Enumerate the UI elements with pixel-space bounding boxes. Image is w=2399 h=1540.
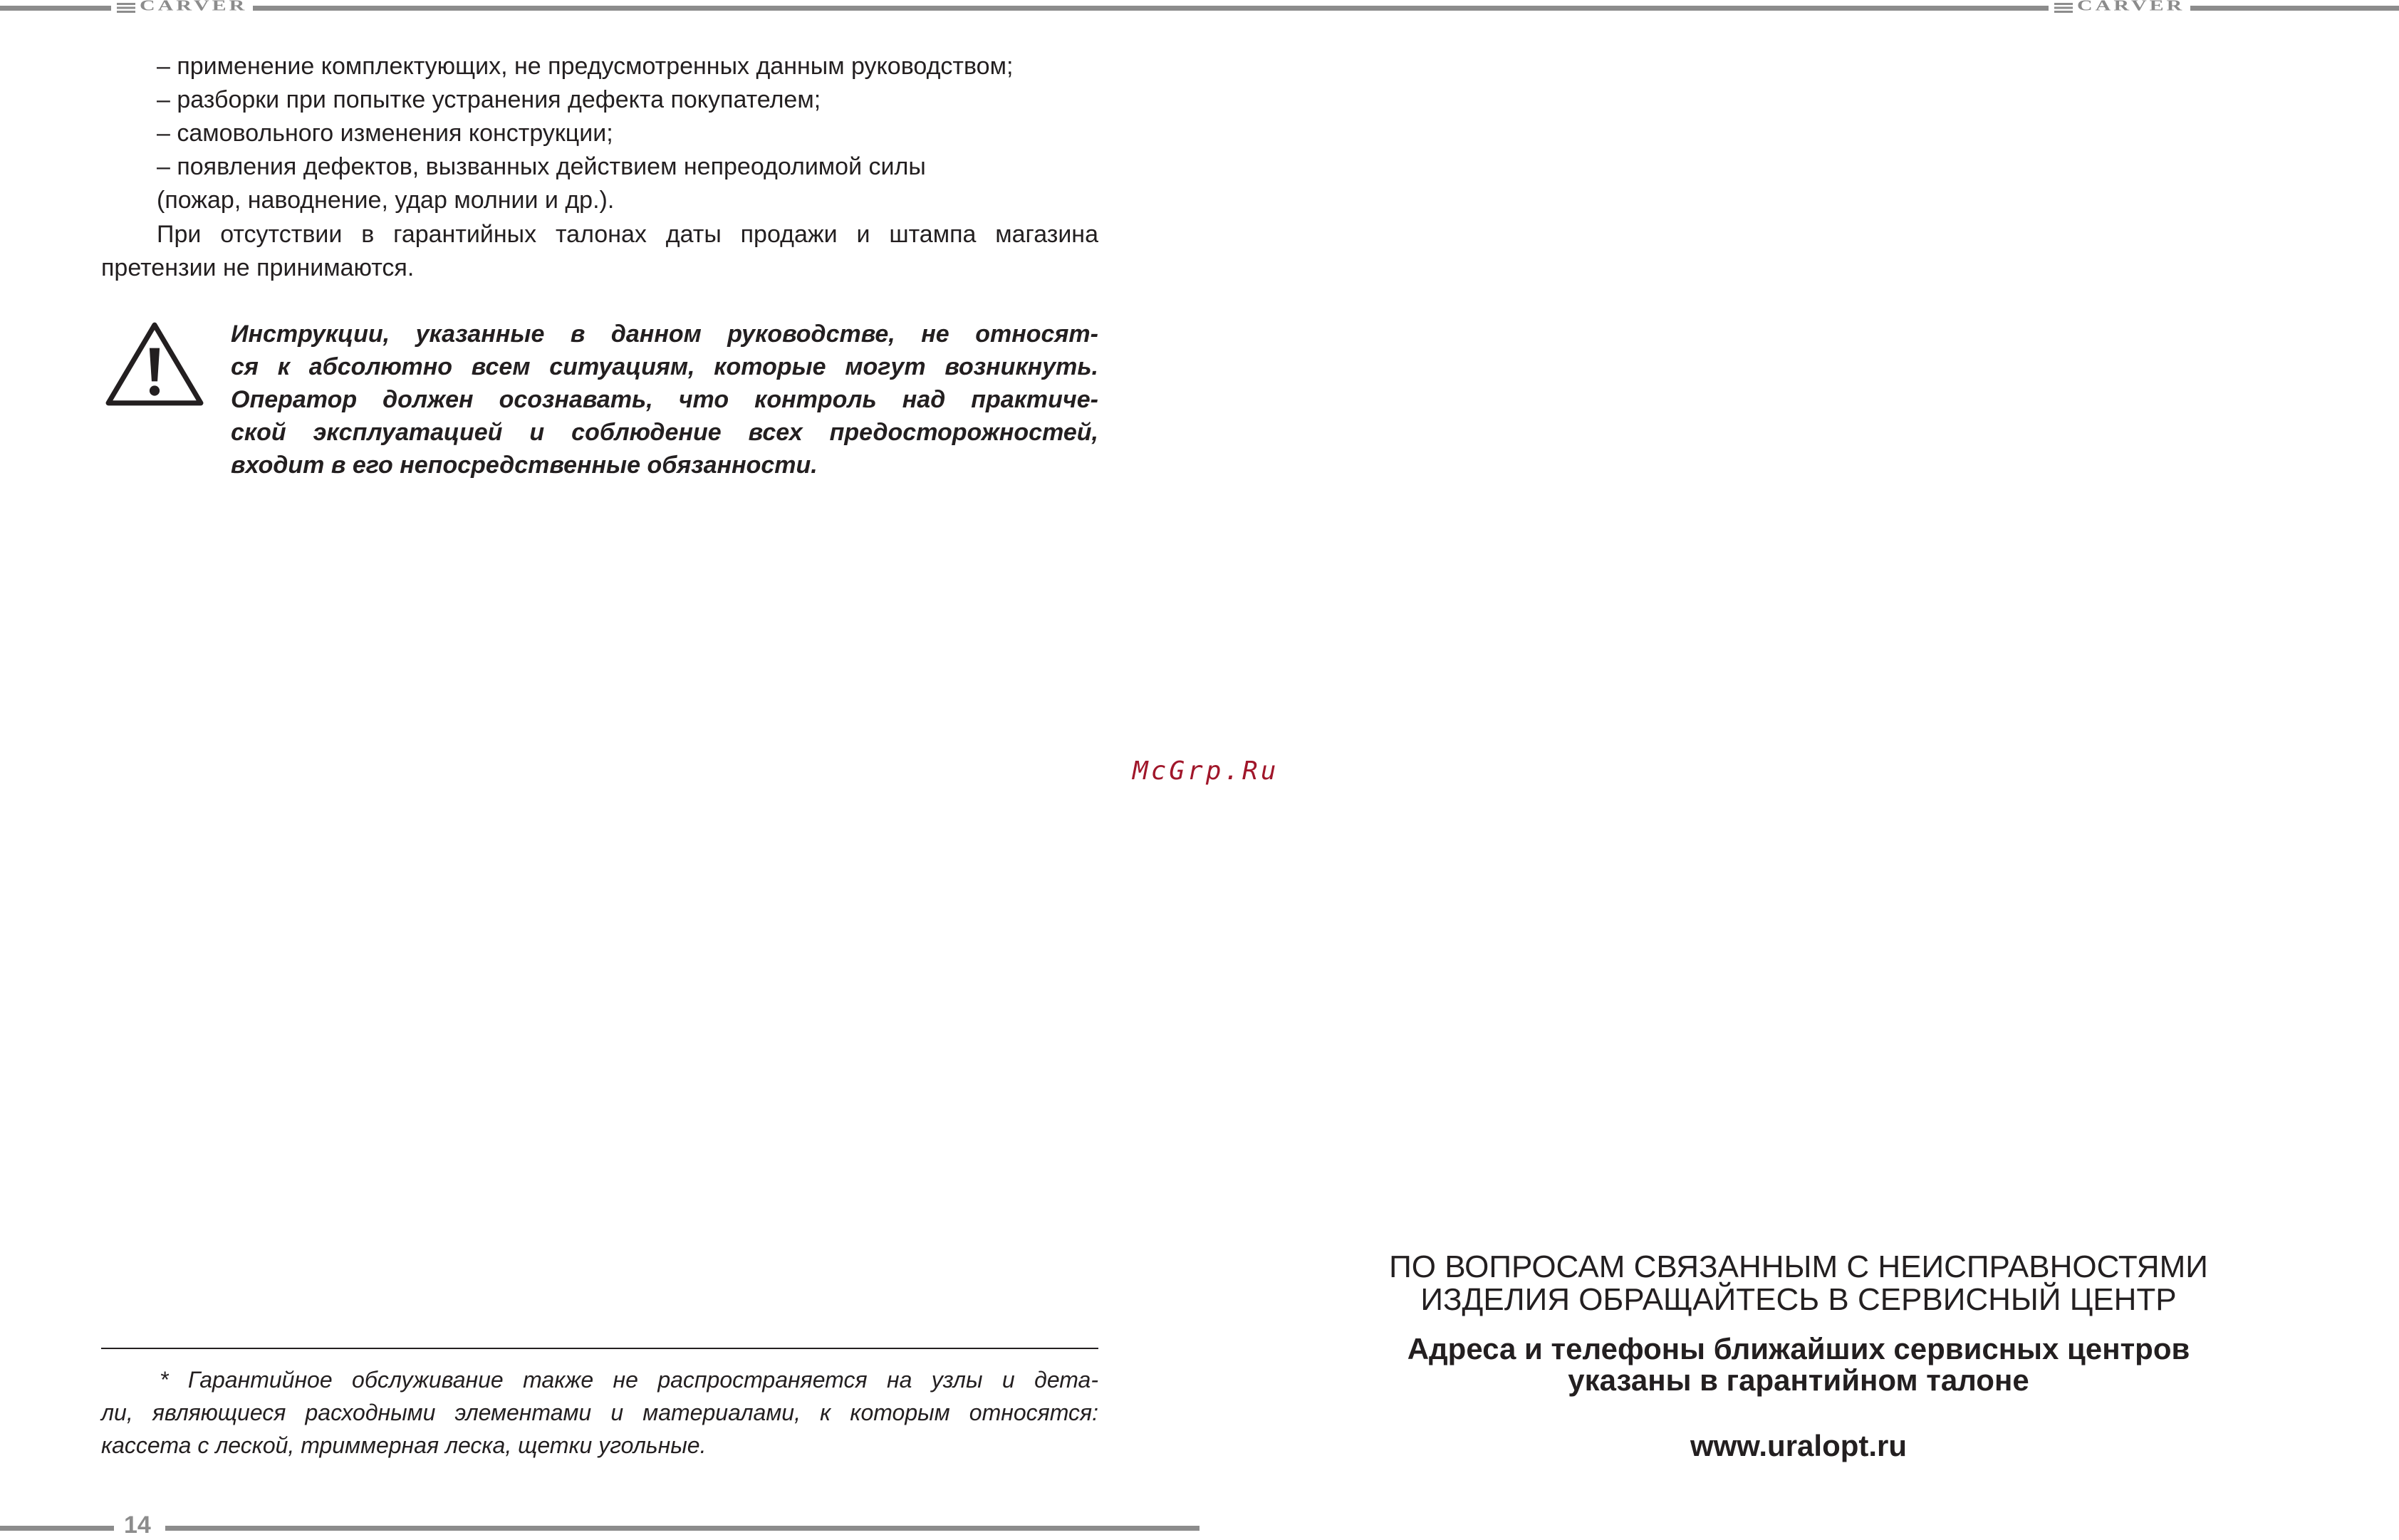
- service-note-line: Адреса и телефоны ближайших сервисных центров: [1407, 1332, 2190, 1365]
- footnote-divider: [101, 1348, 1098, 1349]
- list-item: – самовольного изменения конструкции;: [157, 120, 613, 147]
- header-rule-right: [1202, 6, 2399, 11]
- warning-icon: [104, 319, 205, 409]
- footnote-line: ли, являющиеся расходными элементами и материалами, к которым относятся:: [101, 1400, 1098, 1425]
- brand-logo-right: [2049, 0, 2190, 16]
- warning-text-line: ской эксплуатацией и соблюдение всех предосторожностей,: [231, 419, 1098, 446]
- footer-rule-right: [165, 1526, 1200, 1531]
- footer-rule-left: [0, 1526, 114, 1531]
- brand-logo-left: [111, 0, 253, 16]
- list-item: (пожар, наводнение, удар молнии и др.).: [157, 187, 615, 214]
- paragraph-line: претензии не принимаются.: [101, 254, 415, 281]
- brand-mark-icon: [2054, 1, 2073, 14]
- service-heading-line: ПО ВОПРОСАМ СВЯЗАННЫМ С НЕИСПРАВНОСТЯМИ: [1389, 1249, 2208, 1284]
- list-item: – появления дефектов, вызванных действием непреодолимой силы: [157, 153, 926, 180]
- brand-name: CARVER: [140, 0, 248, 14]
- brand-name: CARVER: [2077, 0, 2185, 14]
- warning-text-line: входит в его непосредственные обязанности.: [231, 452, 818, 479]
- brand-mark-icon: [117, 1, 135, 14]
- watermark: McGrp.Ru: [1133, 756, 1279, 786]
- footnote-line: * Гарантийное обслуживание также не распространяется на узлы и дета-: [160, 1367, 1098, 1393]
- service-note-line: указаны в гарантийном талоне: [1568, 1363, 2029, 1397]
- page-number: 14: [124, 1512, 151, 1539]
- footnote-line: кассета с леской, триммерная леска, щетки угольные.: [101, 1432, 707, 1458]
- website-link[interactable]: www.uralopt.ru: [1690, 1429, 1908, 1462]
- list-item: – применение комплектующих, не предусмотренных данным руководством;: [157, 53, 1014, 80]
- warning-text-line: Инструкции, указанные в данном руководстве, не относят-: [231, 321, 1098, 348]
- warning-text-line: ся к абсолютно всем ситуациям, которые могут возникнуть.: [231, 353, 1098, 380]
- warning-text-line: Оператор должен осознавать, что контроль над практиче-: [231, 386, 1098, 413]
- service-heading-line: ИЗДЕЛИЯ ОБРАЩАЙТЕСЬ В СЕРВИСНЫЙ ЦЕНТР: [1420, 1282, 2177, 1317]
- paragraph-line: При отсутствии в гарантийных талонах даты продажи и штампа магазина: [157, 221, 1098, 248]
- list-item: – разборки при попытке устранения дефекта покупателем;: [157, 86, 821, 113]
